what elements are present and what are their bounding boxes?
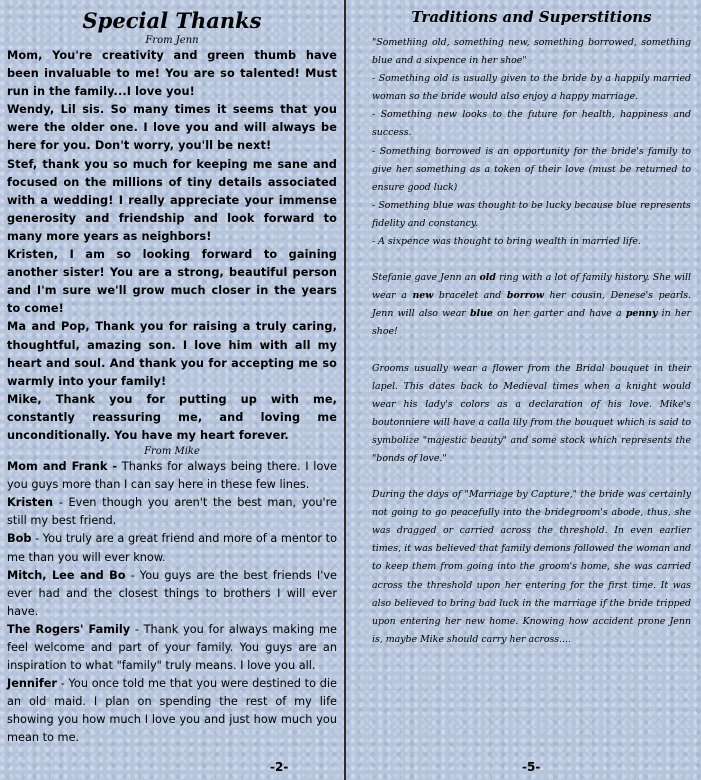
something-old-new-paragraph [372,34,691,251]
page-divider [344,0,346,780]
special-thanks-title: Special Thanks [82,8,262,33]
thanks-mike: Mike, Thank you for putting up with me, constantly reassuring me, and loving me unconditionally. You have my heart forever. [7,392,337,442]
thanks-mitch-lee-bo: Mitch, Lee and Bo - You guys are the best friends I've ever had and the closest things to brothers I will ever have. [7,568,337,618]
something-new-line: - Something new looks to the future for health, happiness and success. [372,109,691,139]
thanks-bob: Bob - You truly are a great friend and more of a mentor to me than you will ever know. [7,532,337,564]
thanks-wendy: Wendy, Lil sis. So many times it seems that you were the older one. I love you and will always be here for you. Don't worry, you'll be next! [7,103,337,153]
thanks-mom-and-frank: Mom and Frank - Thanks for always being there. I love you guys more than I can say here in these few lines. [7,460,337,492]
thanks-kristen-mike: Kristen - Even though you aren't the best man, you're still my best friend. [7,496,337,528]
right-page [347,0,701,780]
traditions-title: Traditions and Superstitions [411,8,652,26]
thanks-ma-and-pop: Ma and Pop, Thank you for raising a truly caring, thoughtful, amazing son. I love him with all my heart and soul. And thank you for accepting me so warmly into your family! [7,320,337,388]
thanks-kristen: Kristen, I am so looking forward to gaining another sister! You are a strong, beautiful person and I'm sure we'll grow much closer in the years to come! [7,248,337,316]
left-page [0,0,345,780]
thanks-mom: Mom, You're creativity and green thumb have been invaluable to me! You are so talented! Must run in the family...I love you! [7,49,337,99]
jenn-items-paragraph: Stefanie gave Jenn an old ring with a lot of family history. She will wear a new bracelet and borrow her cousin, Denese's pearls. Jenn will also wear blue on her garter and have a penny in her shoe! [372,272,691,338]
rhyme-line: "Something old, something new, something borrowed, something blue and a sixpence in her shoe" [372,37,691,67]
something-borrowed-line: - Something borrowed is an opportunity for the bride's family to give her something as a token of their love (must be returned to ensure good luck) [372,145,691,193]
threshold-paragraph: During the days of "Marriage by Capture," the bride was certainly not going to go peacefully into the bridegroom's abode, thus, she was dragged or carried across the threshold. In even earlier times, it was believed that family demons followed the woman and to keep them from going into the groom's home, she was carried across the threshold upon her entering for the first time. It was also believed to bring bad luck in the marriage if the bride tripped upon entering her new home. Knowing how accident prone Jenn is, maybe Mike should carry her across.... [372,489,691,645]
page-number-right: -5- [522,760,541,774]
sixpence-line: - A sixpence was thought to bring wealth in married life. [372,236,641,248]
from-mike-heading: From Mike [144,446,200,458]
something-old-line: - Something old is usually given to the bride by a happily married woman so the bride would also enjoy a happy marriage. [372,73,691,103]
page-number-left: -2- [270,760,289,774]
thanks-jennifer: Jennifer - You once told me that you were destined to die an old maid. I plan on spending the rest of my life showing you how much I love you and just how much you mean to me. [7,677,337,745]
thanks-rogers-family: The Rogers' Family - Thank you for always making me feel welcome and part of your family. You guys are an inspiration to what "family" truly means. I love you all. [7,622,337,673]
something-blue-line: - Something blue was thought to be lucky because blue represents fidelity and constancy. [372,199,691,229]
thanks-stef: Stef, thank you so much for keeping me sane and focused on the millions of tiny details associated with a wedding! I really appreciate your immense generosity and friendship and look forward to many more years as neighbors! [7,157,337,243]
from-jenn-heading: From Jenn [145,35,199,46]
groom-flower-paragraph: Grooms usually wear a flower from the Bridal bouquet in their lapel. This dates back to Medieval times when a knight would wear his lady's colors as a declaration of his love. Mike's boutonniere will have a calla lily from the bouquet which is said to symbolize "majestic beauty" and some stock which represents the "bonds of love." [372,362,691,464]
